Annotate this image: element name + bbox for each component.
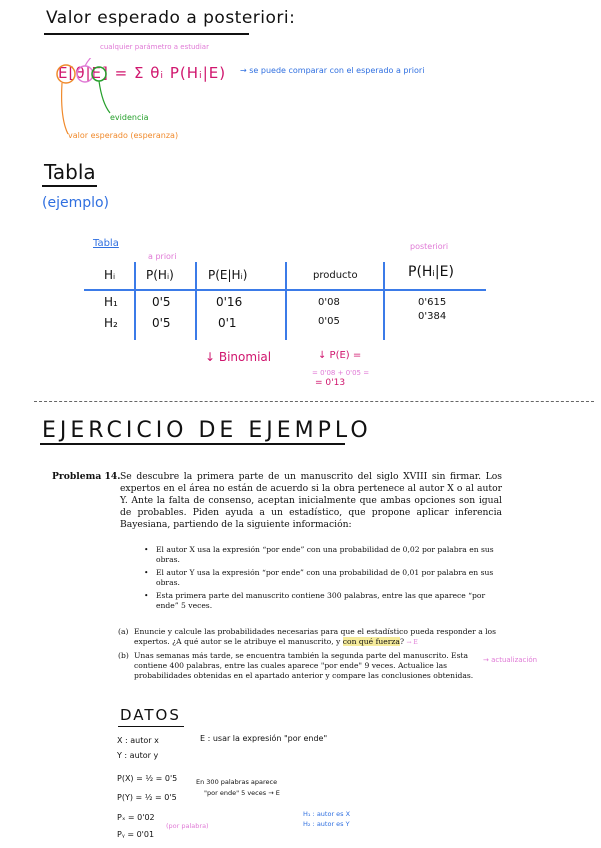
data-words-note2: "por ende" 5 veces → E [204,789,280,797]
note-evidence: evidencia [110,113,149,122]
table-header: Hᵢ [104,268,116,282]
section-divider [34,401,594,402]
part-b [118,651,502,681]
part-b-text: Unas semanas más tarde, se encuentra también la segunda parte del manuscrito. Esta contiene 400 palabras, entre las cuales aparece "por ende" 9 veces. Actualice las probabilidades obtenidas en el apartado anterior y compare las conclusiones obtenidas. [134,651,474,680]
table-cell: H₂ [104,316,118,330]
data-px: P(X) = ½ = 0'5 [117,774,178,783]
part-a [118,627,502,648]
section-title-ejercicio: EJERCICIO DE EJEMPLO [42,418,372,443]
problem-label: Problema 14. [52,471,121,482]
part-a-end: ? [399,637,405,646]
note-parameter: cualquier parámetro a estudiar [100,43,209,51]
tabla-underline [42,185,97,187]
table-cell: 0'05 [318,316,340,327]
part-a-text: Enuncie y calcule las probabilidades necesarias para que el estadístico pueda responder a los expertos. ¿A qué autor se le atribuye el manuscrito, y [134,627,497,646]
table-header: P(Hᵢ|E) [408,264,454,280]
note-compare: → se puede comparar con el esperado a priori [240,66,425,75]
data-px-value: Pₓ = 0'02 [117,813,155,822]
note-update: → actualización [483,656,538,664]
data-per-word: (por palabra) [166,822,209,830]
data-h2: H₂ : autor es Y [303,820,350,828]
table-cell: H₁ [104,295,118,309]
highlighted-phrase: con qué fuerza [342,637,400,646]
data-py: P(Y) = ½ = 0'5 [117,793,177,802]
table-divider [195,262,197,340]
section-title-tabla: Tabla [44,160,96,184]
data-py-value: Pᵧ = 0'01 [117,830,155,839]
table-cell: 0'5 [152,316,171,330]
problem-bullets [144,545,504,614]
table-cell: 0'5 [152,295,171,309]
table-header: producto [313,270,358,281]
part-a-label: (a) [118,627,129,636]
data-x-def: X : autor x [117,736,159,745]
datos-underline [118,726,184,727]
table-cell: 0'384 [418,311,447,322]
section-title-valor-esperado: Valor esperado a posteriori: [46,8,296,28]
list-item: • El autor X usa la expresión “por ende” con una probabilidad de 0,02 por palabra en sus obras. [144,545,504,565]
part-a-note: → E [406,639,418,646]
table-divider [383,262,385,340]
table-cell: 0'1 [218,316,237,330]
table-divider [285,262,287,340]
circle-evidence [92,67,106,81]
formula-annotations-svg [52,58,112,138]
part-b-label: (b) [118,651,129,660]
note-apriori: a priori [148,252,177,261]
table-cell: 0'08 [318,297,340,308]
table-cell: 0'16 [216,295,243,309]
table-divider [134,262,136,340]
data-e-def: E : usar la expresión "por ende" [200,734,328,743]
list-item: • El autor Y usa la expresión “por ende” con una probabilidad de 0,01 por palabra en sus obras. [144,568,504,588]
subtitle-ejemplo: (ejemplo) [42,195,110,211]
table-header: P(E|Hᵢ) [208,268,248,282]
note-expected-value: valor esperado (esperanza) [68,131,179,140]
circle-e [57,65,75,83]
data-y-def: Y : autor y [117,751,159,760]
section-title-datos: DATOS [120,706,181,724]
circle-theta [77,66,93,82]
data-h1: H₁ : autor es X [303,810,351,818]
ejercicio-underline [40,443,345,445]
table-label: Tabla [93,238,119,249]
note-aposteriori: posteriori [410,242,449,251]
problem-parts [118,627,502,684]
title-underline [44,33,249,35]
formula-expected-posterior: E[θ|E] = Σ θᵢ P(Hᵢ|E) [58,64,227,82]
table-header: P(Hᵢ) [146,268,174,282]
problem-statement: Se descubre la primera parte de un manuscrito del siglo XVIII sin firmar. Los expertos en el área no están de acuerdo si la obra pertenece al autor X o al autor Y. Ante la falta de consenso, aceptan inicialmente que ambas opciones son igual de probables. Piden ayuda a un estadístico, que propone aplicar inferencia Bayesiana, partiendo de la siguiente información: [120,471,502,530]
pe-label: ↓ P(E) = [318,350,362,361]
binomial-note: ↓ Binomial [205,350,272,364]
data-words-note: En 300 palabras aparece [196,778,278,786]
list-item: • Esta primera parte del manuscrito contiene 300 palabras, entre las que aparece “por ende” 5 veces. [144,591,504,611]
pe-sum: = 0'08 + 0'05 = [312,369,370,377]
pe-value: = 0'13 [315,378,346,388]
table-cell: 0'615 [418,297,447,308]
